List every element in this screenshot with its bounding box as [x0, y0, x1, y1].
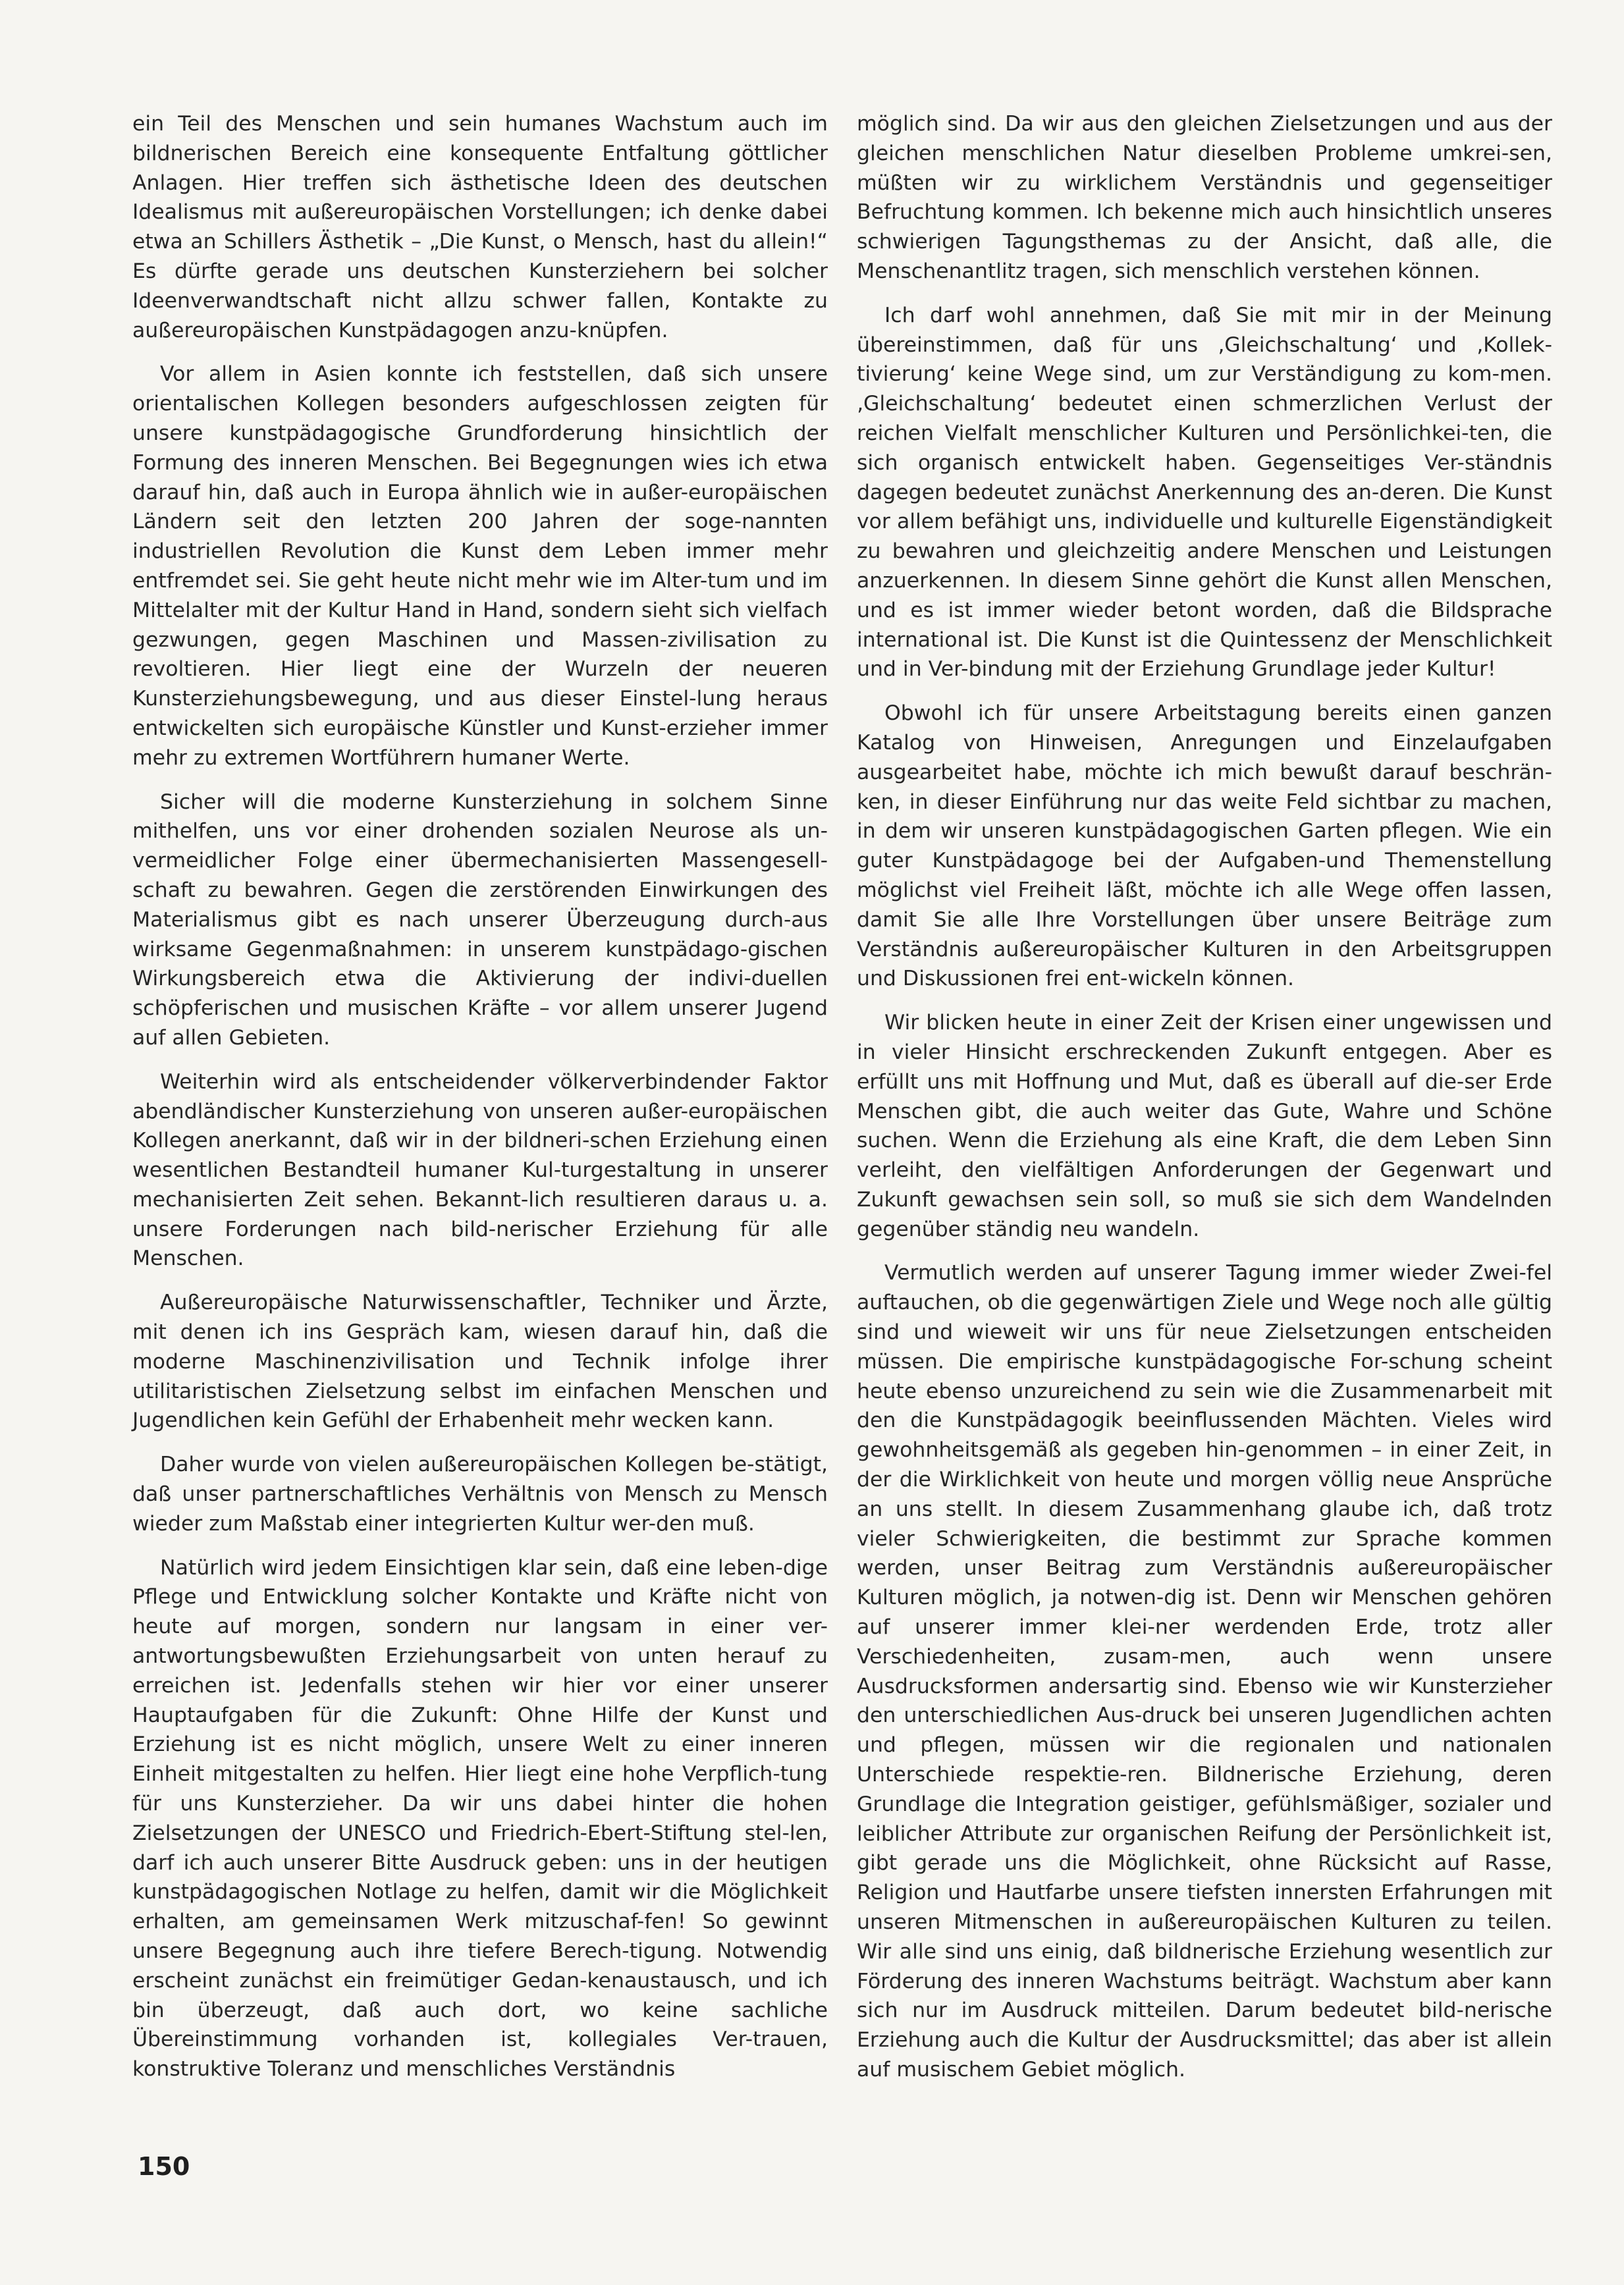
paragraph: Vor allem in Asien konnte ich feststellen, daß sich unsere orientalischen Kollegen besonders aufgeschlossen zeigten für unsere kunstpädagogische Grundforderung hinsichtlich der Formung des inneren Menschen. Bei Begegnungen wies ich etwa darauf hin, daß auch in Europa ähnlich wie in außer-europäischen Ländern seit den letzten 200 Jahren der soge-nannten industriellen Revolution die Kunst dem Leben immer mehr entfremdet sei. Sie geht heute nicht mehr wie im Alter-tum und im Mittelalter mit der Kultur Hand in Hand, sondern sieht sich vielfach gezwungen, gegen Maschinen und Massen-zivilisation zu revoltieren. Hier liegt eine der Wurzeln der neueren Kunsterziehungsbewegung, und aus dieser Einstel-lung heraus entwickelten sich europäische Künstler und Kunst-erzieher immer mehr zu extremen Wortführern humaner Werte.	[132, 362, 828, 770]
paragraph: Vermutlich werden auf unserer Tagung immer wieder Zwei-fel auftauchen, ob die gegenwärtigen Ziele und Wege noch alle gültig sind und wieweit wir uns für neue Zielsetzungen entscheiden müssen. Die empirische kunstpädagogische For-schung scheint heute ebenso unzureichend zu sein wie die Zusammenarbeit mit den die Kunstpädagogik beeinflussenden Mächten. Vieles wird gewohnheitsgemäß als gegeben hin-genommen – in einer Zeit, in der die Wirklichkeit von heute und morgen völlig neue Ansprüche an uns stellt. In diesem Zusammenhang glaube ich, daß trotz vieler Schwierigkeiten, die bestimmt zur Sprache kommen werden, unser Beitrag zum Verständnis außereuropäischer Kulturen möglich, ja notwen-dig ist. Denn wir Menschen gehören auf unserer immer klei-ner werdenden Erde, trotz aller Verschiedenheiten, zusam-men, auch wenn unsere Ausdrucksformen andersartig sind. Ebenso wie wir Kunsterzieher den unterschiedlichen Aus-druck bei unseren Jugendlichen achten und pflegen, müssen wir die regionalen und nationalen Unterschiede respektie-ren. Bildnerische Erziehung, deren Grundlage die Integration geistiger, gefühlsmäßiger, sozialer und leiblicher Attribute zur organischen Reifung der Persönlichkeit ist, gibt gerade uns die Möglichkeit, ohne Rücksicht auf Rasse, Religion und Hautfarbe unsere tiefsten innersten Erfahrungen mit unseren Mitmenschen in außereuropäischen Kulturen zu teilen. Wir alle sind uns einig, daß bildnerische Erziehung wesentlich zur Förderung des inneren Wachstums beiträgt. Wachstum aber kann sich nur im Ausdruck mitteilen. Darum bedeutet bild-nerische Erziehung auch die Kultur der Ausdrucksmittel; das aber ist allein auf musischem Gebiet möglich.	[857, 1261, 1552, 2082]
paragraph: Obwohl ich für unsere Arbeitstagung bereits einen ganzen Katalog von Hinweisen, Anregungen und Einzelaufgaben ausgearbeitet habe, möchte ich mich bewußt darauf beschrän-ken, in dieser Einführung nur das weite Feld sichtbar zu machen, in dem wir unseren kunstpädagogischen Garten pflegen. Wie ein guter Kunstpädagoge bei der Aufgaben-und Themenstellung möglichst viel Freiheit läßt, möchte ich alle Wege offen lassen, damit Sie alle Ihre Vorstellungen über unsere Beiträge zum Verständnis außereuropäischer Kulturen in den Arbeitsgruppen und Diskussionen frei ent-wickeln können.	[857, 701, 1552, 991]
paragraph: Natürlich wird jedem Einsichtigen klar sein, daß eine leben-dige Pflege und Entwicklung solcher Kontakte und Kräfte nicht von heute auf morgen, sondern nur langsam in einer ver-antwortungsbewußten Erziehungsarbeit von unten herauf zu erreichen ist. Jedenfalls stehen wir hier vor einer unserer Hauptaufgaben für die Zukunft: Ohne Hilfe der Kunst und Erziehung ist es nicht möglich, unsere Welt zu einer inneren Einheit mitgestalten zu helfen. Hier liegt eine hohe Verpflich-tung für uns Kunsterzieher. Da wir uns dabei hinter die hohen Zielsetzungen der UNESCO und Friedrich-Ebert-Stiftung stel-len, darf ich auch unserer Bitte Ausdruck geben: uns in der heutigen kunstpädagogischen Notlage zu helfen, damit wir die Möglichkeit erhalten, am gemeinsamen Werk mitzuschaf-fen! So gewinnt unsere Begegnung auch ihre tiefere Berech-tigung. Notwendig erscheint zunächst ein freimütiger Gedan-kenaustausch, und ich bin überzeugt, daß auch dort, wo keine sachliche Übereinstimmung vorhanden ist, kollegiales Ver-trauen, konstruktive Toleranz und menschliches Verständnis	[132, 1555, 828, 2082]
page-number: 150	[138, 2152, 190, 2181]
paragraph: Weiterhin wird als entscheidender völkerverbindender Faktor abendländischer Kunsterziehung von unseren außer-europäischen Kollegen anerkannt, daß wir in der bildneri-schen Erziehung einen wesentlichen Bestandteil humaner Kul-turgestaltung in unserer mechanisierten Zeit sehen. Bekannt-lich resultieren daraus u. a. unsere Forderungen nach bild-nerischer Erziehung für alle Menschen.	[132, 1069, 828, 1271]
paragraph: möglich sind. Da wir aus den gleichen Zielsetzungen und aus der gleichen menschlichen Natur dieselben Probleme umkrei-sen, müßten wir zu wirklichem Verständnis und gegenseitiger Befruchtung kommen. Ich bekenne mich auch hinsichtlich unseres schwierigen Tagungsthemas zu der Ansicht, daß alle, die Menschenantlitz tragen, sich menschlich verstehen können.	[857, 112, 1552, 283]
paragraph: Ich darf wohl annehmen, daß Sie mit mir in der Meinung übereinstimmen, daß für uns ‚Gleichschaltung‘ und ‚Kollek-tivierung‘ keine Wege sind, um zur Verständigung zu kom-men. ‚Gleichschaltung‘ bedeutet einen schmerzlichen Verlust der reichen Vielfalt menschlicher Kulturen und Persönlichkei-ten, die sich organisch entwickelt haben. Gegenseitiges Ver-ständnis dagegen bedeutet zunächst Anerkennung des an-deren. Die Kunst vor allem befähigt uns, individuelle und kulturelle Eigenständigkeit zu bewahren und gleichzeitig andere Menschen und Leistungen anzuerkennen. In diesem Sinne gehört die Kunst allen Menschen, und es ist immer wieder betont worden, daß die Bildsprache international ist. Die Kunst ist die Quintessenz der Menschlichkeit und in Ver-bindung mit der Erziehung Grundlage jeder Kultur!	[857, 303, 1552, 682]
paragraph: Sicher will die moderne Kunsterziehung in solchem Sinne mithelfen, uns vor einer drohenden sozialen Neurose als un-vermeidlicher Folge einer übermechanisierten Massengesell-schaft zu bewahren. Gegen die zerstörenden Einwirkungen des Materialismus gibt es nach unserer Überzeugung durch-aus wirksame Gegenmaßnahmen: in unserem kunstpädago-gischen Wirkungsbereich etwa die Aktivierung der indivi-duellen schöpferischen und musischen Kräfte – vor allem unserer Jugend auf allen Gebieten.	[132, 790, 828, 1050]
paragraph: Außereuropäische Naturwissenschaftler, Techniker und Ärzte, mit denen ich ins Gespräch kam, wiesen darauf hin, daß die moderne Maschinenzivilisation und Technik infolge ihrer utilitaristischen Zielsetzung selbst im einfachen Menschen und Jugendlichen kein Gefühl der Erhabenheit mehr wecken kann.	[132, 1291, 828, 1433]
paragraph: Wir blicken heute in einer Zeit der Krisen einer ungewissen und in vieler Hinsicht erschreckenden Zukunft entgegen. Aber es erfüllt uns mit Hoffnung und Mut, daß es überall auf die-ser Erde Menschen gibt, die auch weiter das Gute, Wahre und Schöne suchen. Wenn die Erziehung als eine Kraft, die dem Leben Sinn verleiht, den vielfältigen Anforderungen der Gegenwart und Zukunft gewachsen sein soll, so muß sie sich dem Wandelnden gegenüber ständig neu wandeln.	[857, 1011, 1552, 1241]
right-text-column	[857, 109, 1552, 2085]
paragraph: Daher wurde von vielen außereuropäischen Kollegen be-stätigt, daß unser partnerschaftliches Verhältnis von Mensch zu Mensch wieder zum Maßstab einer integrierten Kultur wer-den muß.	[132, 1453, 828, 1536]
left-text-column	[132, 109, 828, 2084]
paragraph: ein Teil des Menschen und sein humanes Wachstum auch im bildnerischen Bereich eine konsequente Entfaltung göttlicher Anlagen. Hier treffen sich ästhetische Ideen des deutschen Idealismus mit außereuropäischen Vorstellungen; ich denke dabei etwa an Schillers Ästhetik – „Die Kunst, o Mensch, hast du allein!“ Es dürfte gerade uns deutschen Kunsterziehern bei solcher Ideenverwandtschaft nicht allzu schwer fallen, Kontakte zu außereuropäischen Kunstpädagogen anzu-knüpfen.	[132, 112, 828, 342]
